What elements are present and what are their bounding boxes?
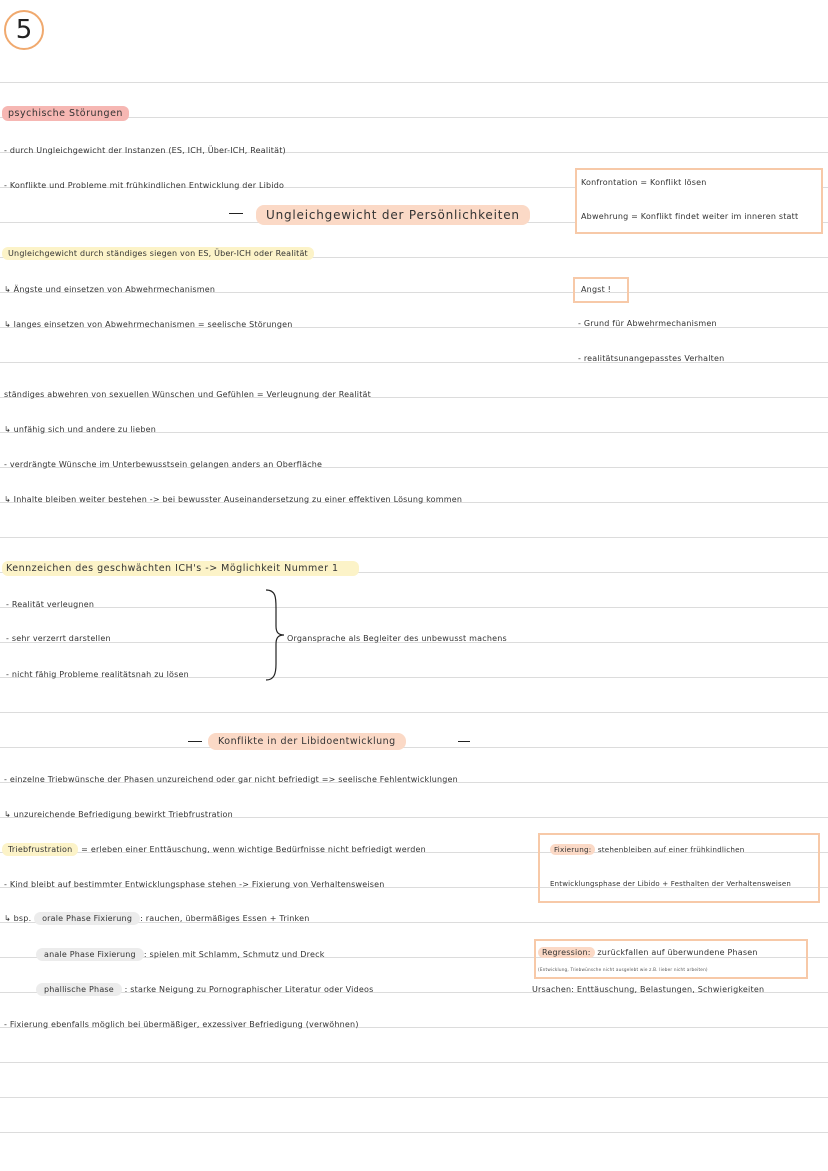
organsprache: Organsprache als Begleiter des unbewusst machens xyxy=(287,634,507,643)
line-m6 xyxy=(36,950,325,959)
ursachen: Ursachen: Enttäuschung, Belastungen, Schwierigkeiten xyxy=(532,985,765,994)
konflikte-title xyxy=(208,736,406,747)
angst-label: Angst ! xyxy=(581,285,612,294)
phallic-rest: : starke Neigung zu Pornographischer Literatur oder Videos xyxy=(124,985,374,994)
triebfrustration-rest: = erleben einer Enttäuschung, wenn wichtige Bedürfnisse nicht befriedigt werden xyxy=(81,845,426,854)
triebfrustration-label: Triebfrustration xyxy=(2,843,78,856)
kennzeichen-3: - nicht fähig Probleme realitätsnah zu lösen xyxy=(6,670,189,679)
page-number-circle xyxy=(4,10,44,50)
line-3 xyxy=(2,249,314,258)
konflikte-title-label: Konflikte in der Libidoentwicklung xyxy=(208,733,406,750)
regression-rest: zurückfallen auf überwundene Phasen xyxy=(597,948,758,957)
regression-box xyxy=(534,939,808,979)
line-8: - verdrängte Wünsche im Unterbewusstsein gelangen anders an Oberfläche xyxy=(4,460,323,469)
regression-small: (Entwicklung, Triebwünsche nicht ausgelebt wie z.B. lieber nicht arbeiten) xyxy=(538,967,708,972)
line-1: - durch Ungleichgewicht der Instanzen (ES, ICH, Über-ICH, Realität) xyxy=(4,146,286,155)
ungleich-title xyxy=(256,208,530,222)
anal-label: anale Phase Fixierung xyxy=(36,948,144,961)
curly-brace-icon xyxy=(262,588,286,682)
box1-line2: Abwehrung = Konflikt findet weiter im inneren statt xyxy=(581,212,799,221)
line-m4: - Kind bleibt auf bestimmter Entwicklungsphase stehen -> Fixierung von Verhaltensweisen xyxy=(4,880,385,889)
line-m1: - einzelne Triebwünsche der Phasen unzureichend oder gar nicht befriedigt => seelische Fehlentwicklungen xyxy=(4,775,458,784)
fixierung-line2: Entwicklungsphase der Libido + Festhalten der Verhaltensweisen xyxy=(550,880,792,888)
phallic-label: phallische Phase xyxy=(36,983,122,996)
kennzeichen-1: - Realität verleugnen xyxy=(6,600,95,609)
line-m5 xyxy=(4,914,309,923)
heading-psych xyxy=(2,108,129,119)
regression-label: Regression: xyxy=(538,947,595,958)
box1-line1: Konfrontation = Konflikt lösen xyxy=(581,178,707,187)
anal-rest: : spielen mit Schlamm, Schmutz und Dreck xyxy=(143,950,325,959)
line-m8: - Fixierung ebenfalls möglich bei übermäßiger, exzessiver Befriedigung (verwöhnen) xyxy=(4,1020,359,1029)
fixierung-rest: stehenbleiben auf einer frühkindlichen xyxy=(597,845,745,854)
title-dash-3 xyxy=(458,741,470,742)
line-7: ↳ unfähig sich und andere zu lieben xyxy=(4,425,156,434)
page-number: 5 xyxy=(15,15,33,45)
heading-psych-label: psychische Störungen xyxy=(2,106,129,121)
fixierung-label: Fixierung: xyxy=(550,844,595,855)
line-6: ständiges abwehren von sexuellen Wünschen und Gefühlen = Verleugnung der Realität xyxy=(4,390,371,399)
angst-point-2: - realitätsunangepasstes Verhalten xyxy=(578,354,725,363)
oral-rest: : rauchen, übermäßiges Essen + Trinken xyxy=(140,914,310,923)
ungleich-title-label: Ungleichgewicht der Persönlichkeiten xyxy=(256,205,530,225)
kennzeichen-2: - sehr verzerrt darstellen xyxy=(6,634,111,643)
oral-label: orale Phase Fixierung xyxy=(34,912,140,925)
title-dash xyxy=(229,213,243,214)
regression-line1 xyxy=(538,948,758,957)
line-m2: ↳ unzureichende Befriedigung bewirkt Triebfrustration xyxy=(4,810,233,819)
line-3-label: Ungleichgewicht durch ständiges siegen von ES, Über-ICH oder Realität xyxy=(2,247,314,260)
line-2: - Konflikte und Probleme mit frühkindlichen Entwicklung der Libido xyxy=(4,181,285,190)
fixierung-line1 xyxy=(550,845,745,854)
line-m3 xyxy=(2,845,426,854)
bsp-prefix: ↳ bsp. xyxy=(4,914,32,923)
line-9: ↳ Inhalte bleiben weiter bestehen -> bei bewusster Auseinandersetzung zu einer effektiven Lösung kommen xyxy=(4,495,463,504)
line-m7 xyxy=(36,985,373,994)
line-5: ↳ langes einsetzen von Abwehrmechanismen = seelische Störungen xyxy=(4,320,293,329)
kennzeichen-label: Kennzeichen des geschwächten ICH's -> Möglichkeit Nummer 1 xyxy=(2,561,359,576)
title-dash-2 xyxy=(188,741,202,742)
line-4: ↳ Ängste und einsetzen von Abwehrmechanismen xyxy=(4,285,216,294)
kennzeichen xyxy=(2,563,359,574)
angst-point-1: - Grund für Abwehrmechanismen xyxy=(578,319,717,328)
